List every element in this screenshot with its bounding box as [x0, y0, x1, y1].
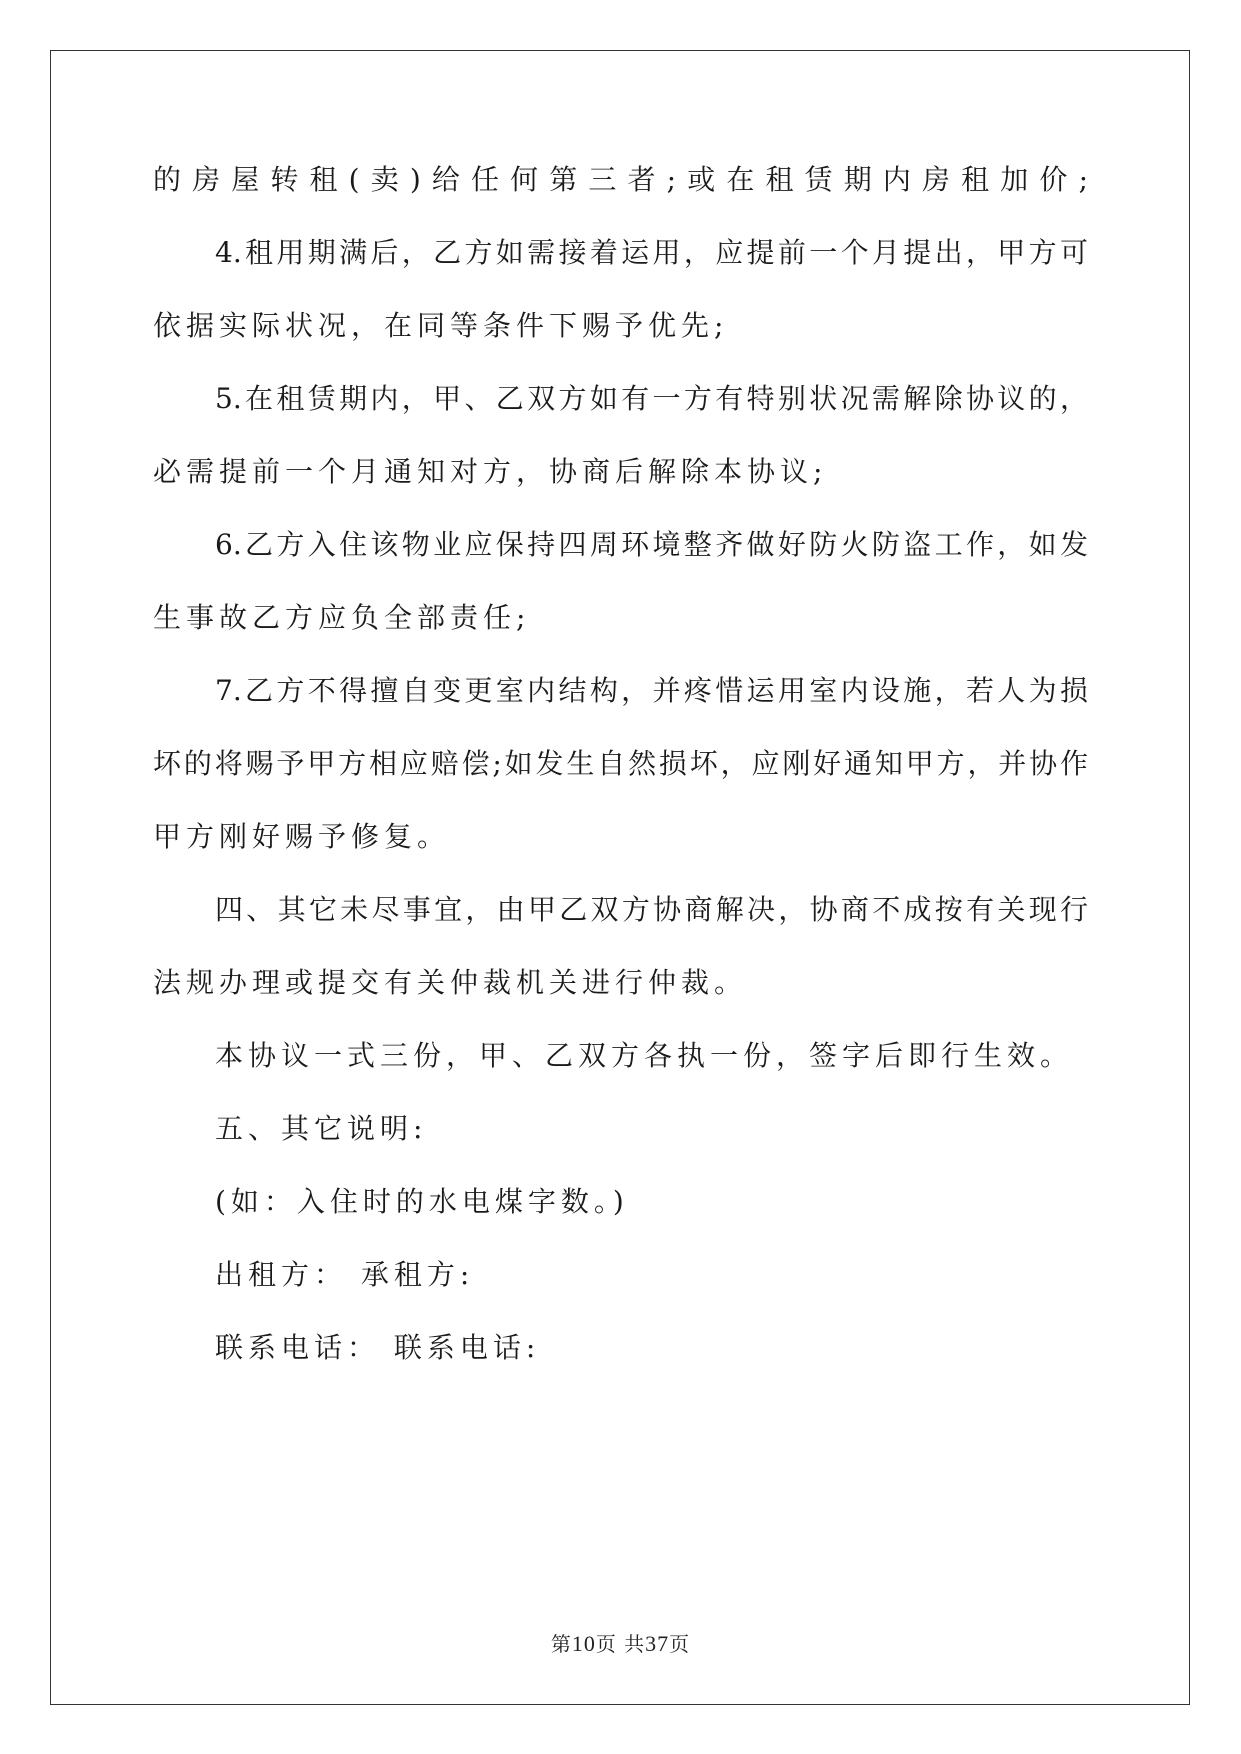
clause-6-line-1: 6.乙方入住该物业应保持四周环境整齐做好防火防盗工作，如发 [215, 528, 1088, 561]
page-current: 10 [571, 1631, 596, 1656]
clause-5-line-1: 5.在租赁期内，甲、乙双方如有一方有特别状况需解除协议的， [215, 382, 1088, 415]
section-4-line-2: 法规办理或提交有关仲裁机关进行仲裁。 [153, 966, 748, 999]
page-number-footer [0, 1628, 1241, 1657]
signature-parties: 出租方： 承租方: [215, 1258, 475, 1291]
page-total: 37 [645, 1631, 670, 1656]
page-prefix: 第 [550, 1632, 572, 1656]
section-5-heading: 五、其它说明: [215, 1112, 428, 1145]
clause-7-line-2: 坏的将赐予甲方相应赔偿;如发生自然损坏，应刚好通知甲方，并协作 [153, 747, 1088, 780]
contact-phones: 联系电话： 联系电话: [215, 1331, 541, 1364]
clause-5-line-2: 必需提前一个月通知对方，协商后解除本协议; [153, 455, 828, 488]
page-border [50, 50, 1190, 1705]
page-mid: 页 共 [595, 1632, 646, 1656]
clause-7-line-1: 7.乙方不得擅自变更室内结构，并疼惜运用室内设施，若人为损 [215, 674, 1088, 707]
clause-6-line-2: 生事故乙方应负全部责任; [153, 601, 531, 634]
section-4-line-1: 四、其它未尽事宜，由甲乙双方协商解决，协商不成按有关现行 [215, 893, 1088, 926]
section-5-note: (如：入住时的水电煤字数。) [215, 1185, 629, 1218]
page-suffix: 页 [669, 1632, 691, 1656]
copies-statement: 本协议一式三份，甲、乙双方各执一份，签字后即行生效。 [215, 1039, 1074, 1072]
text-line: 的房屋转租(卖)给任何第三者;或在租赁期内房租加价; [153, 163, 1088, 196]
clause-4-line-1: 4.租用期满后，乙方如需接着运用，应提前一个月提出，甲方可 [215, 236, 1088, 269]
clause-7-line-3: 甲方刚好赐予修复。 [153, 820, 451, 853]
clause-4-line-2: 依据实际状况，在同等条件下赐予优先; [153, 309, 729, 342]
